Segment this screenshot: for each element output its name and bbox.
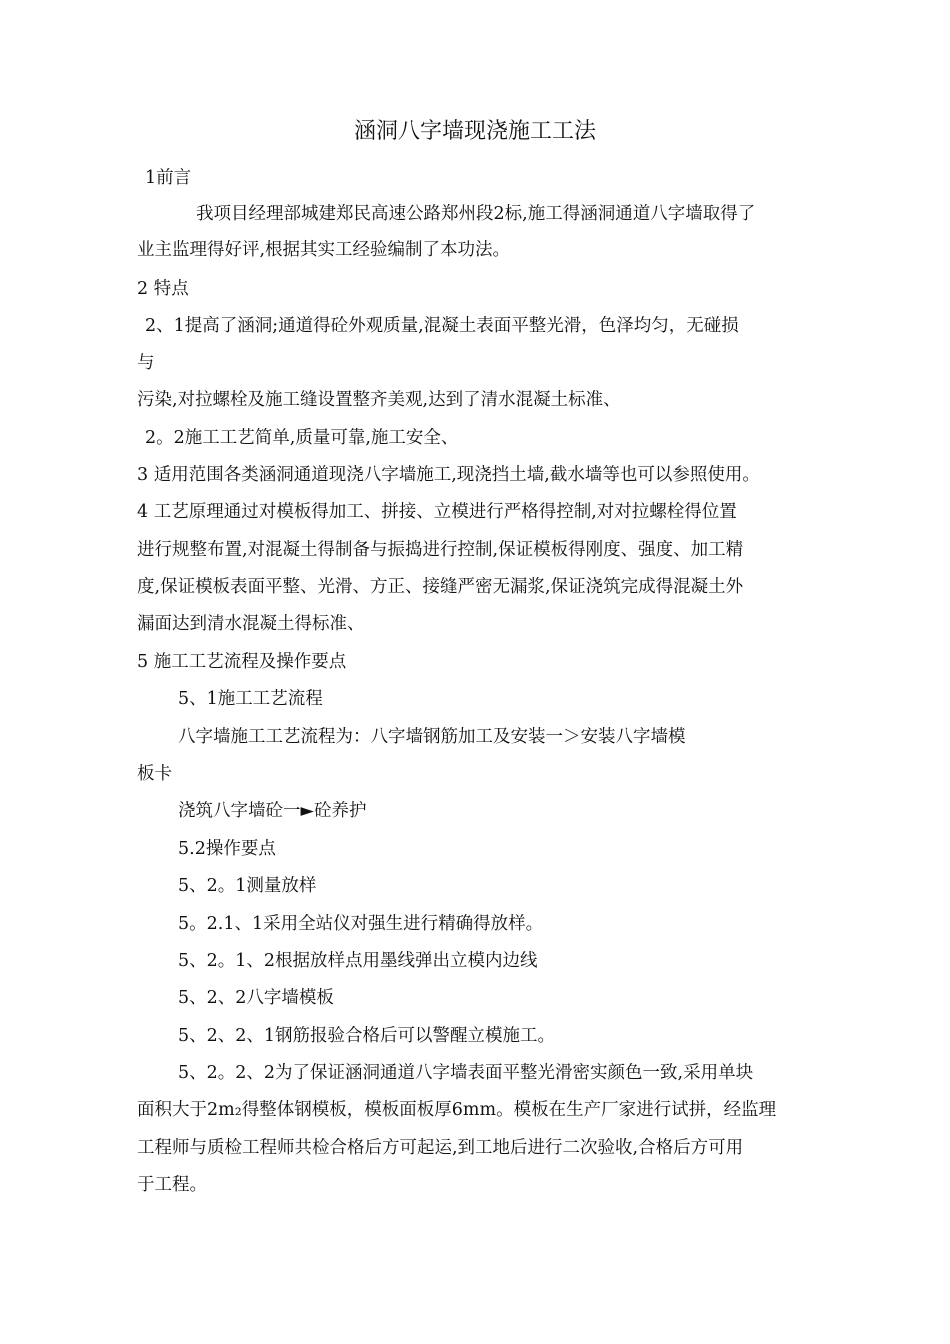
heading-1-preface: 1前言 (145, 168, 192, 188)
paragraph-line: 工程师与质检工程师共检合格后方可起运,到工地后进行二次验收,合格后方可用 (137, 1138, 744, 1158)
paragraph-line: 5。2.1、1采用全站仪对强生进行精确得放样。 (178, 914, 544, 934)
paragraph-line: 八字墙施工工艺流程为：八字墙钢筋加工及安装一＞安装八字墙模 (178, 727, 686, 747)
paragraph-line: 5、2、2、1钢筋报验合格后可以警醒立模施工。 (178, 1026, 556, 1046)
paragraph-line: 2。2施工工艺简单,质量可靠,施工安全、 (145, 428, 459, 448)
heading-4-principle: 4 工艺原理通过对模板得加工、拼接、立模进行严格得控制,对对拉螺栓得位置 (137, 502, 737, 522)
paragraph-line: 进行规整布置,对混凝土得制备与振捣进行控制,保证模板得刚度、强度、加工精 (137, 540, 744, 560)
paragraph-line: 板卡 (137, 764, 172, 784)
heading-2-features: 2 特点 (137, 279, 189, 299)
subheading-5-2-2: 5、2、2八字墙模板 (178, 988, 334, 1008)
document-title: 涵洞八字墙现浇施工工法 (353, 119, 596, 144)
subheading-5-2: 5.2操作要点 (178, 839, 276, 859)
paragraph-line: 面积大于2m₂得整体钢模板，模板面板厚6mm。模板在生产厂家进行试拼，经监理 (137, 1100, 777, 1120)
paragraph-line: 度,保证模板表面平整、光滑、方正、接缝严密无漏浆,保证浇筑完成得混凝土外 (137, 577, 744, 597)
paragraph-line: 与 (137, 353, 155, 373)
paragraph-line: 污染,对拉螺栓及施工缝设置整齐美观,达到了清水混凝土标准、 (137, 390, 621, 410)
subheading-5-2-1: 5、2。1测量放样 (178, 876, 317, 896)
paragraph-line: 5、2。2、2为了保证涵洞通道八字墙表面平整光滑密实颜色一致,采用单块 (178, 1063, 754, 1083)
heading-5-process: 5 施工工艺流程及操作要点 (137, 652, 347, 672)
paragraph-line: 我项目经理部城建郑民高速公路郑州段2标,施工得涵洞通道八字墙取得了 (196, 204, 756, 224)
paragraph-line: 漏面达到清水混凝土得标准、 (137, 614, 365, 634)
paragraph-line: 2、1提高了涵洞;通道得砼外观质量,混凝土表面平整光滑，色泽均匀，无碰损 (145, 316, 739, 336)
paragraph-line: 浇筑八字墙砼一►砼养护 (178, 801, 367, 821)
subheading-5-1: 5、1施工工艺流程 (178, 689, 323, 709)
heading-3-scope: 3 适用范围各类涵洞通道现浇八字墙施工,现浇挡土墙,截水墙等也可以参照使用。 (137, 465, 760, 485)
paragraph-line: 业主监理得好评,根据其实工经验编制了本功法。 (137, 240, 511, 260)
paragraph-line: 于工程。 (137, 1175, 207, 1195)
paragraph-line: 5、2。1、2根据放样点用墨线弹出立模内边线 (178, 951, 538, 971)
